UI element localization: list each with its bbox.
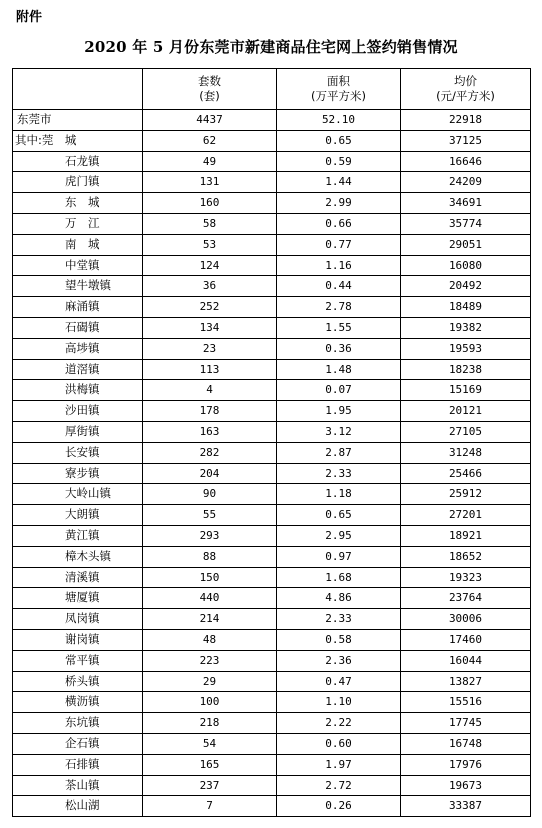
cell-price: 18652 xyxy=(401,546,531,567)
cell-region: 清溪镇 xyxy=(13,567,143,588)
cell-units: 29 xyxy=(143,671,277,692)
table-row xyxy=(13,172,531,193)
cell-units: 160 xyxy=(143,193,277,214)
table-row xyxy=(13,297,531,318)
cell-units: 4 xyxy=(143,380,277,401)
cell-area: 0.77 xyxy=(277,234,401,255)
table-row xyxy=(13,463,531,484)
table-row xyxy=(13,255,531,276)
cell-units: 54 xyxy=(143,733,277,754)
cell-area: 2.78 xyxy=(277,297,401,318)
cell-area: 0.65 xyxy=(277,130,401,151)
cell-area: 1.10 xyxy=(277,692,401,713)
header-units-label: 套数 xyxy=(198,74,221,88)
cell-price: 16044 xyxy=(401,650,531,671)
cell-region: 石排镇 xyxy=(13,754,143,775)
table-row xyxy=(13,338,531,359)
table-row xyxy=(13,317,531,338)
table-row xyxy=(13,567,531,588)
cell-area: 3.12 xyxy=(277,421,401,442)
cell-region: 石龙镇 xyxy=(13,151,143,172)
cell-area: 2.95 xyxy=(277,525,401,546)
cell-region: 塘厦镇 xyxy=(13,588,143,609)
cell-area: 1.97 xyxy=(277,754,401,775)
cell-price: 27201 xyxy=(401,505,531,526)
table-row xyxy=(13,692,531,713)
cell-area: 0.65 xyxy=(277,505,401,526)
cell-area: 2.33 xyxy=(277,463,401,484)
cell-region: 桥头镇 xyxy=(13,671,143,692)
cell-units: 218 xyxy=(143,713,277,734)
cell-units: 58 xyxy=(143,213,277,234)
table-row xyxy=(13,525,531,546)
cell-units: 7 xyxy=(143,796,277,817)
cell-region: 中堂镇 xyxy=(13,255,143,276)
table-row xyxy=(13,650,531,671)
cell-region: 企石镇 xyxy=(13,733,143,754)
cell-area: 2.36 xyxy=(277,650,401,671)
header-area-unit: (万平方米) xyxy=(311,89,366,103)
table-row xyxy=(13,421,531,442)
table-body xyxy=(13,110,531,817)
cell-region: 东莞市 xyxy=(13,110,143,131)
cell-area: 2.87 xyxy=(277,442,401,463)
table-row xyxy=(13,234,531,255)
header-price-unit: (元/平方米) xyxy=(436,89,495,103)
cell-region: 樟木头镇 xyxy=(13,546,143,567)
cell-region: 其中:莞 城 xyxy=(13,130,143,151)
cell-price: 31248 xyxy=(401,442,531,463)
cell-area: 2.99 xyxy=(277,193,401,214)
cell-price: 20492 xyxy=(401,276,531,297)
table-row xyxy=(13,151,531,172)
cell-price: 18921 xyxy=(401,525,531,546)
table-row xyxy=(13,754,531,775)
cell-price: 17460 xyxy=(401,629,531,650)
header-region xyxy=(13,69,143,110)
cell-region: 南 城 xyxy=(13,234,143,255)
table-row xyxy=(13,671,531,692)
table-row xyxy=(13,110,531,131)
header-area xyxy=(277,69,401,110)
cell-price: 16748 xyxy=(401,733,531,754)
cell-area: 1.68 xyxy=(277,567,401,588)
cell-price: 19323 xyxy=(401,567,531,588)
cell-area: 0.58 xyxy=(277,629,401,650)
cell-units: 48 xyxy=(143,629,277,650)
cell-area: 0.59 xyxy=(277,151,401,172)
table-row xyxy=(13,380,531,401)
cell-units: 150 xyxy=(143,567,277,588)
cell-price: 15169 xyxy=(401,380,531,401)
cell-area: 2.33 xyxy=(277,609,401,630)
cell-price: 19382 xyxy=(401,317,531,338)
table-row xyxy=(13,193,531,214)
cell-price: 18489 xyxy=(401,297,531,318)
cell-units: 23 xyxy=(143,338,277,359)
cell-region: 长安镇 xyxy=(13,442,143,463)
cell-area: 0.47 xyxy=(277,671,401,692)
cell-price: 33387 xyxy=(401,796,531,817)
cell-area: 4.86 xyxy=(277,588,401,609)
table-row xyxy=(13,733,531,754)
table-row xyxy=(13,276,531,297)
cell-units: 113 xyxy=(143,359,277,380)
cell-units: 124 xyxy=(143,255,277,276)
cell-units: 134 xyxy=(143,317,277,338)
cell-units: 293 xyxy=(143,525,277,546)
cell-units: 4437 xyxy=(143,110,277,131)
cell-region: 石碣镇 xyxy=(13,317,143,338)
cell-price: 25912 xyxy=(401,484,531,505)
cell-units: 55 xyxy=(143,505,277,526)
cell-area: 0.26 xyxy=(277,796,401,817)
cell-units: 223 xyxy=(143,650,277,671)
cell-region: 谢岗镇 xyxy=(13,629,143,650)
cell-region: 东 城 xyxy=(13,193,143,214)
cell-price: 37125 xyxy=(401,130,531,151)
cell-price: 15516 xyxy=(401,692,531,713)
cell-price: 19593 xyxy=(401,338,531,359)
cell-area: 0.60 xyxy=(277,733,401,754)
cell-price: 27105 xyxy=(401,421,531,442)
cell-region: 万 江 xyxy=(13,213,143,234)
cell-units: 440 xyxy=(143,588,277,609)
table-row xyxy=(13,775,531,796)
cell-units: 53 xyxy=(143,234,277,255)
cell-region: 大朗镇 xyxy=(13,505,143,526)
cell-price: 20121 xyxy=(401,401,531,422)
cell-units: 165 xyxy=(143,754,277,775)
cell-price: 30006 xyxy=(401,609,531,630)
cell-region: 大岭山镇 xyxy=(13,484,143,505)
table-row xyxy=(13,359,531,380)
table-row xyxy=(13,796,531,817)
cell-region: 横沥镇 xyxy=(13,692,143,713)
cell-region: 常平镇 xyxy=(13,650,143,671)
table-row xyxy=(13,629,531,650)
cell-region: 寮步镇 xyxy=(13,463,143,484)
cell-units: 131 xyxy=(143,172,277,193)
cell-region: 虎门镇 xyxy=(13,172,143,193)
table-row xyxy=(13,546,531,567)
cell-price: 25466 xyxy=(401,463,531,484)
cell-region: 高埗镇 xyxy=(13,338,143,359)
cell-units: 252 xyxy=(143,297,277,318)
header-price xyxy=(401,69,531,110)
cell-region: 黄江镇 xyxy=(13,525,143,546)
table-row xyxy=(13,401,531,422)
cell-units: 163 xyxy=(143,421,277,442)
cell-region: 凤岗镇 xyxy=(13,609,143,630)
table-header-row xyxy=(13,69,531,110)
cell-price: 19673 xyxy=(401,775,531,796)
sales-table xyxy=(12,68,531,817)
table-row xyxy=(13,505,531,526)
cell-price: 17745 xyxy=(401,713,531,734)
cell-price: 16646 xyxy=(401,151,531,172)
cell-price: 29051 xyxy=(401,234,531,255)
table-row xyxy=(13,713,531,734)
cell-units: 88 xyxy=(143,546,277,567)
table-row xyxy=(13,484,531,505)
cell-area: 52.10 xyxy=(277,110,401,131)
cell-region: 松山湖 xyxy=(13,796,143,817)
cell-region: 道滘镇 xyxy=(13,359,143,380)
cell-units: 62 xyxy=(143,130,277,151)
cell-region: 茶山镇 xyxy=(13,775,143,796)
cell-price: 35774 xyxy=(401,213,531,234)
cell-area: 2.72 xyxy=(277,775,401,796)
cell-area: 1.95 xyxy=(277,401,401,422)
header-units-unit: (套) xyxy=(199,89,220,103)
cell-units: 49 xyxy=(143,151,277,172)
header-price-label: 均价 xyxy=(454,74,477,88)
cell-region: 洪梅镇 xyxy=(13,380,143,401)
cell-units: 237 xyxy=(143,775,277,796)
document-title: 2020 年 5 月份东莞市新建商品住宅网上签约销售情况 xyxy=(84,38,458,56)
cell-price: 24209 xyxy=(401,172,531,193)
table-row xyxy=(13,609,531,630)
cell-area: 1.44 xyxy=(277,172,401,193)
table-row xyxy=(13,442,531,463)
cell-region: 麻涌镇 xyxy=(13,297,143,318)
cell-area: 1.55 xyxy=(277,317,401,338)
cell-area: 0.36 xyxy=(277,338,401,359)
cell-price: 22918 xyxy=(401,110,531,131)
cell-area: 0.07 xyxy=(277,380,401,401)
header-units xyxy=(143,69,277,110)
cell-area: 2.22 xyxy=(277,713,401,734)
cell-units: 100 xyxy=(143,692,277,713)
cell-area: 1.48 xyxy=(277,359,401,380)
cell-area: 1.18 xyxy=(277,484,401,505)
cell-price: 16080 xyxy=(401,255,531,276)
cell-price: 23764 xyxy=(401,588,531,609)
cell-units: 90 xyxy=(143,484,277,505)
attachment-label: 附件 xyxy=(16,10,43,25)
cell-price: 34691 xyxy=(401,193,531,214)
cell-region: 东坑镇 xyxy=(13,713,143,734)
cell-price: 17976 xyxy=(401,754,531,775)
cell-area: 0.44 xyxy=(277,276,401,297)
cell-region: 厚街镇 xyxy=(13,421,143,442)
cell-units: 204 xyxy=(143,463,277,484)
cell-region: 望牛墩镇 xyxy=(13,276,143,297)
cell-area: 0.97 xyxy=(277,546,401,567)
header-area-label: 面积 xyxy=(327,74,350,88)
table-row xyxy=(13,588,531,609)
table-row xyxy=(13,130,531,151)
cell-price: 18238 xyxy=(401,359,531,380)
cell-price: 13827 xyxy=(401,671,531,692)
cell-units: 178 xyxy=(143,401,277,422)
table-row xyxy=(13,213,531,234)
cell-area: 1.16 xyxy=(277,255,401,276)
cell-units: 36 xyxy=(143,276,277,297)
cell-units: 282 xyxy=(143,442,277,463)
cell-region: 沙田镇 xyxy=(13,401,143,422)
cell-area: 0.66 xyxy=(277,213,401,234)
cell-units: 214 xyxy=(143,609,277,630)
